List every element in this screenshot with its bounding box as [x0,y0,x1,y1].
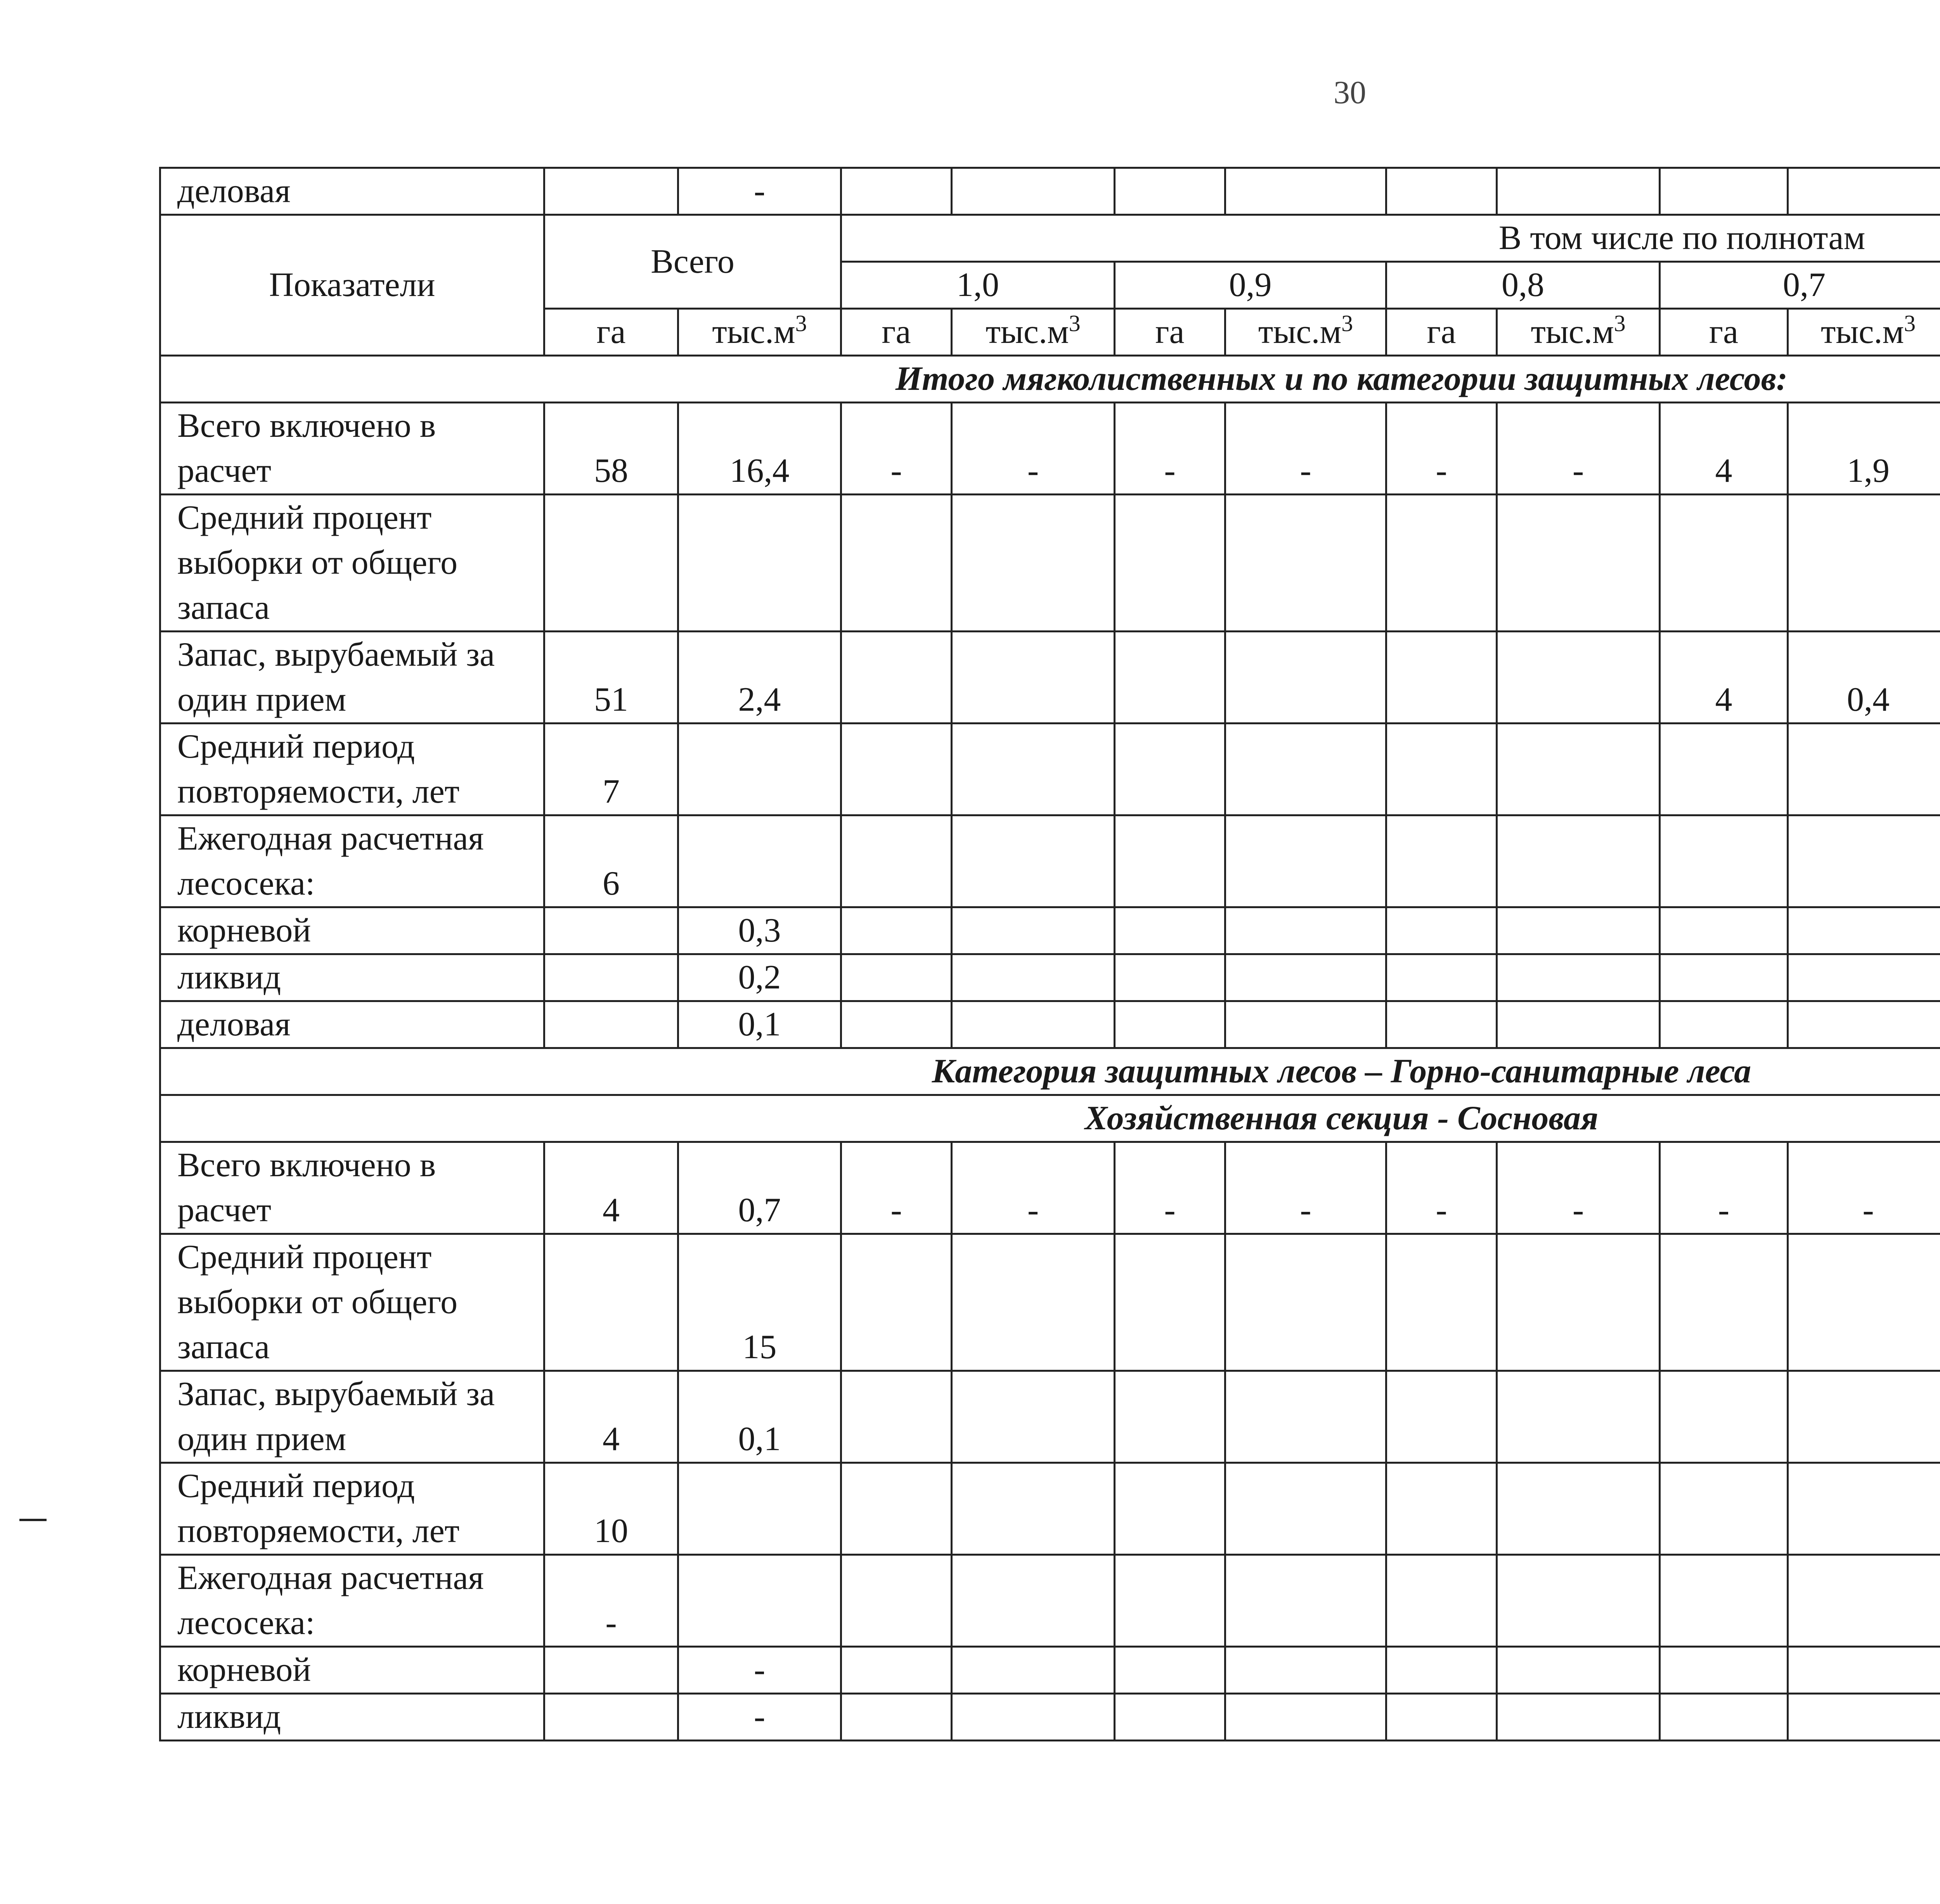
table-cell: 0,1 [678,1371,841,1463]
table-cell [1225,954,1386,1001]
table-row [160,1647,1940,1694]
unit-volume-header [1225,309,1386,356]
table-cell [1660,1371,1788,1463]
unit-volume-text: тыс.м [1258,313,1342,351]
table-cell [952,815,1115,907]
table-cell [1788,1001,1940,1048]
table-row [160,1463,1940,1555]
row-label: деловая [160,168,544,215]
unit-volume-header [952,309,1115,356]
table-row [160,1001,1940,1048]
table-cell [1225,724,1386,815]
table-cell [1225,168,1386,215]
forest-cutting-table [159,167,1940,1741]
table-cell [1497,907,1660,954]
unit-volume-exponent: 3 [1069,310,1081,336]
section-title: Хозяйственная секция - Сосновая [160,1095,1940,1142]
row-label: корневой [160,1647,544,1694]
table-cell: - [1386,1142,1497,1234]
table-cell [678,1463,841,1555]
table-cell: - [1225,1142,1386,1234]
table-cell [544,1234,678,1371]
table-cell [678,495,841,632]
table-row [160,1694,1940,1741]
table-cell [1788,1694,1940,1741]
table-cell [1660,1647,1788,1694]
table-cell [952,495,1115,632]
table-cell: 0,7 [678,1142,841,1234]
table-cell: - [1225,403,1386,495]
table-cell: 4 [544,1371,678,1463]
table-cell: 6 [544,815,678,907]
table-cell [1115,815,1225,907]
table-cell [1660,1234,1788,1371]
unit-volume-header [678,309,841,356]
table-cell [952,1371,1115,1463]
table-cell [952,1555,1115,1647]
table-cell [1386,1647,1497,1694]
table-cell: 10 [544,1463,678,1555]
table-cell [1497,495,1660,632]
table-cell [1115,632,1225,724]
table-cell: 0,1 [678,1001,841,1048]
table-cell [1225,1555,1386,1647]
table-cell [1115,724,1225,815]
table-cell: 16,4 [678,403,841,495]
table-cell [1386,1001,1497,1048]
row-label: Всего включено в расчет [160,1142,544,1234]
margin-mark-left [19,1519,47,1521]
unit-ha-header: га [841,309,952,356]
table-cell [1225,907,1386,954]
density-header: 1,0 [841,262,1115,309]
unit-volume-text: тыс.м [712,313,795,351]
table-cell [1788,1647,1940,1694]
table-row [160,495,1940,632]
table-cell [1660,168,1788,215]
table-cell [1386,1694,1497,1741]
unit-ha-header: га [544,309,678,356]
table-cell: 2,4 [678,632,841,724]
table-cell [1788,1555,1940,1647]
table-cell [1115,495,1225,632]
table-cell [952,907,1115,954]
section-title-row [160,356,1940,403]
table-cell: - [1115,403,1225,495]
table-row [160,632,1940,724]
table-cell [1788,954,1940,1001]
table-cell [1497,1647,1660,1694]
table-cell [678,815,841,907]
table-cell [1386,724,1497,815]
table-cell: - [952,403,1115,495]
section-title: Категория защитных лесов – Горно-санитарные леса [160,1048,1940,1095]
table-cell: - [1660,1142,1788,1234]
table-cell: - [678,168,841,215]
row-label: Запас, вырубаемый за один прием [160,632,544,724]
row-label: деловая [160,1001,544,1048]
table-cell [1386,954,1497,1001]
table-cell [1788,1371,1940,1463]
density-header: 0,9 [1115,262,1386,309]
table-cell [1115,954,1225,1001]
row-label: Ежегодная расчетная лесосека: [160,1555,544,1647]
table-cell [841,1001,952,1048]
table-cell [1788,495,1940,632]
table-row-top [160,168,1940,215]
by-density-header: В том числе по полнотам [841,215,1940,262]
table-cell [1660,495,1788,632]
row-label: Запас, вырубаемый за один прием [160,1371,544,1463]
table-cell: - [1497,1142,1660,1234]
table-cell: 0,4 [1788,632,1940,724]
table-cell [1497,1694,1660,1741]
table-cell [1497,954,1660,1001]
density-header: 0,7 [1660,262,1940,309]
table-cell [1788,1234,1940,1371]
table-cell [1660,1463,1788,1555]
table-cell [952,724,1115,815]
table-cell [841,632,952,724]
table-row [160,954,1940,1001]
table-cell: 15 [678,1234,841,1371]
table-cell [1115,907,1225,954]
unit-volume-exponent: 3 [1904,310,1916,336]
table-cell [952,632,1115,724]
table-cell [1497,632,1660,724]
table-cell: 58 [544,403,678,495]
section-title: Итого мягколиственных и по категории защитных лесов: [160,356,1940,403]
unit-volume-exponent: 3 [1341,310,1353,336]
header-row-1 [160,215,1940,262]
unit-volume-header [1497,309,1660,356]
table-cell [1660,1694,1788,1741]
table-cell [841,907,952,954]
section-title-row [160,1048,1940,1095]
table-cell [1497,815,1660,907]
table-row [160,724,1940,815]
table-cell [1225,1694,1386,1741]
row-label: Всего включено в расчет [160,403,544,495]
table-cell [544,1647,678,1694]
table-cell [1788,1463,1940,1555]
table-row [160,1234,1940,1371]
table-cell [1386,907,1497,954]
unit-ha-header: га [1660,309,1788,356]
table-cell [841,495,952,632]
table-cell [1225,1647,1386,1694]
table-cell [1788,815,1940,907]
table-row [160,907,1940,954]
unit-ha-header: га [1386,309,1497,356]
table-cell [1788,724,1940,815]
table-cell [1497,1371,1660,1463]
table-cell: - [952,1142,1115,1234]
table-cell [1497,1234,1660,1371]
table-cell [1225,1001,1386,1048]
table-cell: 51 [544,632,678,724]
unit-volume-text: тыс.м [1531,313,1614,351]
table-cell [1497,1001,1660,1048]
row-label: Средний процент выборки от общего запаса [160,1234,544,1371]
table-cell [1386,1463,1497,1555]
table-cell [678,724,841,815]
table-cell [1225,1463,1386,1555]
table-cell [1115,1234,1225,1371]
table-cell [1225,632,1386,724]
table-cell [952,1463,1115,1555]
table-cell [841,1694,952,1741]
row-label: ликвид [160,1694,544,1741]
row-label: Средний период повторяемости, лет [160,724,544,815]
row-label: ликвид [160,954,544,1001]
table-cell [1660,1001,1788,1048]
table-cell [1386,495,1497,632]
row-label: Средний период повторяемости, лет [160,1463,544,1555]
table-cell: 4 [1660,632,1788,724]
table-cell: - [841,1142,952,1234]
table-cell [841,1647,952,1694]
table-cell [1386,1234,1497,1371]
table-cell: 0,2 [678,954,841,1001]
table-cell [952,1001,1115,1048]
table-cell [1497,168,1660,215]
table-cell: - [1115,1142,1225,1234]
table-cell [1115,168,1225,215]
table-cell: - [1497,403,1660,495]
total-header: Всего [544,215,841,309]
table-cell: - [841,403,952,495]
table-cell [1497,724,1660,815]
table-cell [952,168,1115,215]
table-cell: - [1788,1142,1940,1234]
table-cell [841,954,952,1001]
table-cell [841,1555,952,1647]
density-header: 0,8 [1386,262,1660,309]
unit-volume-text: тыс.м [1820,313,1904,351]
table-cell [1386,168,1497,215]
table-cell [544,495,678,632]
page-number: 30 [1334,74,1366,111]
table-cell: 7 [544,724,678,815]
table-cell: 4 [1660,403,1788,495]
table-cell [1386,1371,1497,1463]
table-cell [1660,724,1788,815]
unit-volume-text: тыс.м [986,313,1069,351]
table-cell [1225,495,1386,632]
table-body [160,168,1940,1741]
table-cell [1115,1463,1225,1555]
table-cell [1660,815,1788,907]
table-cell [1660,954,1788,1001]
table-cell [841,815,952,907]
table-cell [544,168,678,215]
table-cell [1386,1555,1497,1647]
table-cell [1788,907,1940,954]
indicators-header: Показатели [160,215,544,356]
table-cell: 0,3 [678,907,841,954]
table-cell [1225,815,1386,907]
table-cell [544,1694,678,1741]
table-cell: 1,9 [1788,403,1940,495]
table-cell [1386,815,1497,907]
table-cell: - [678,1694,841,1741]
table-row [160,1555,1940,1647]
table-cell: - [1386,403,1497,495]
table-cell [1115,1555,1225,1647]
unit-volume-exponent: 3 [795,310,807,336]
table-cell [841,168,952,215]
table-cell: 4 [544,1142,678,1234]
table-row [160,403,1940,495]
table-cell [1115,1647,1225,1694]
table-cell [841,1463,952,1555]
table-cell [841,724,952,815]
table-cell [1497,1555,1660,1647]
table-cell [952,1647,1115,1694]
table-cell [544,954,678,1001]
table-cell [952,954,1115,1001]
table-cell [1115,1371,1225,1463]
table-cell [544,907,678,954]
table-cell [544,1001,678,1048]
row-label: Ежегодная расчетная лесосека: [160,815,544,907]
table-cell [1497,1463,1660,1555]
table-cell [1788,168,1940,215]
table-cell [1660,907,1788,954]
table-cell [1225,1234,1386,1371]
table-row [160,815,1940,907]
table-cell [841,1371,952,1463]
table-cell: - [678,1647,841,1694]
table-cell [1386,632,1497,724]
table-cell [1225,1371,1386,1463]
table-cell [1115,1694,1225,1741]
table-cell [952,1234,1115,1371]
unit-volume-header [1788,309,1940,356]
row-label: корневой [160,907,544,954]
table-cell [1115,1001,1225,1048]
table-cell [1660,1555,1788,1647]
table-cell: - [544,1555,678,1647]
table-cell [678,1555,841,1647]
table-row [160,1142,1940,1234]
table-cell [841,1234,952,1371]
unit-ha-header: га [1115,309,1225,356]
section-title-row [160,1095,1940,1142]
table-cell [952,1694,1115,1741]
unit-volume-exponent: 3 [1614,310,1626,336]
row-label: Средний процент выборки от общего запаса [160,495,544,632]
table-row [160,1371,1940,1463]
